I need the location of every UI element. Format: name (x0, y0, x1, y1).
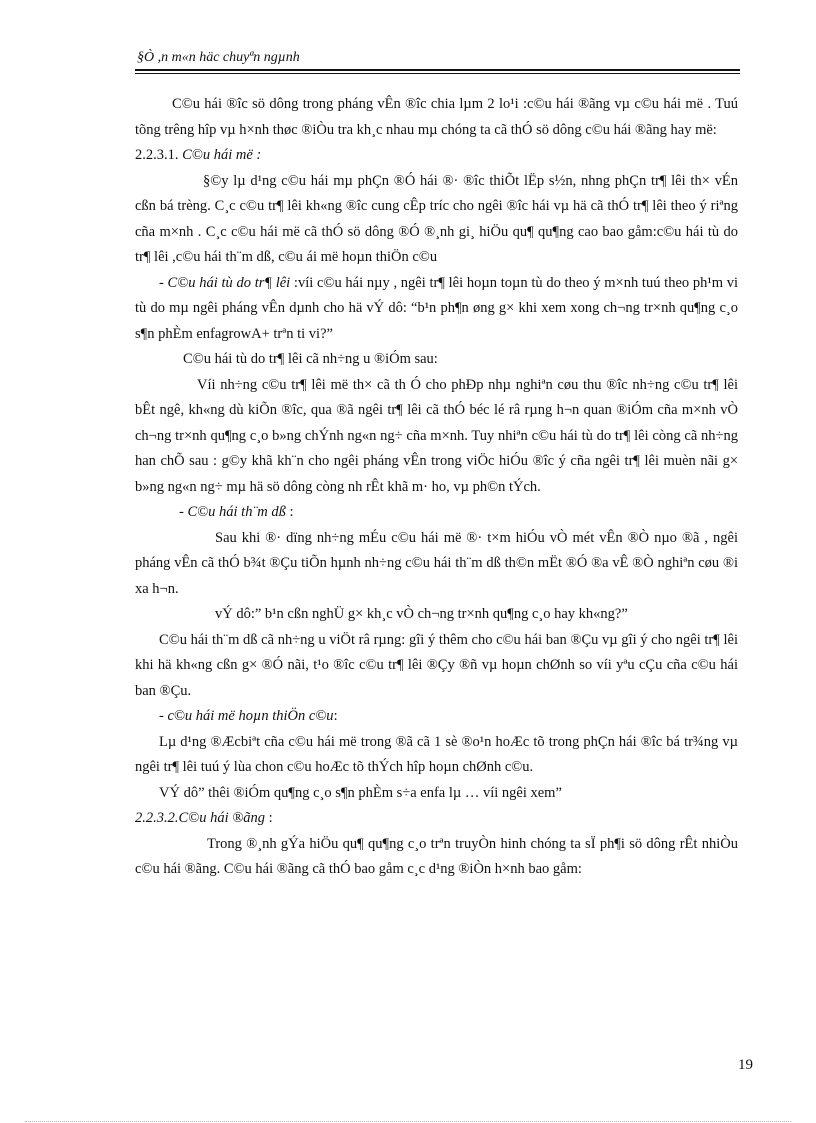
subheading-sentence-completion-title: - c©u hái më hoµn thiÖn c©u (159, 708, 334, 724)
section-heading-2-2-3-1 (135, 143, 738, 169)
header-title: §Ò ,n m«n häc chuyªn ngµnh (137, 50, 300, 65)
footer-divider (25, 1121, 791, 1122)
subheading-free-answer: - C©u hái tù do tr¶ lêi (159, 274, 291, 291)
paragraph-intro: C©u hái ®îc sö dông trong pháng vÊn ®îc chia lµm 2 lo¹i :c©u hái ®ãng vµ c©u hái më . Tuú tõng trêng hîp vµ h×nh thøc ®iÒu tra kh¸c nhau mµ chóng ta cã thÓ sö dông c©u hái ®ãng hay më: (135, 96, 738, 138)
paragraph-closed-questions: Trong ®¸nh gÝa hiÖu qu¶ qu¶ng c¸o trªn truyÒn hinh chóng ta sÏ ph¶i sö dông rÊt nhiÒu c©u hái ®ãng. C©u hái ®ãng cã thÓ bao gåm c¸c d¹ng ®iÒn h×nh bao gåm: (135, 835, 738, 877)
paragraph-free-answer-details: Víi nh÷ng c©u tr¶ lêi më th× cã th Ó cho phÐp nhµ nghiªn cøu thu ®îc nh÷ng c©u tr¶ lêi bÊt ngê, kh«ng dù kiÕn ®îc, qua ®ã ngêi tr¶ lêi cã thÓ béc lé râ rµng h¬n quan ®iÓm cña m×nh vÒ ch¬ng tr×nh qu¶ng c¸o b»ng chÝnh ng«n ng÷ cña m×nh. Tuy nhiªn c©u hái tù do tr¶ lêi còng cã nh÷ng han chÕ sau : g©y khã kh¨n cho ngêi pháng vÊn trong viÖc hiÓu ®îc ý cña ngêi tr¶ lêi muèn nãi g× b»ng ng«n ng÷ mµ hä sö dông còng nh rÊt khã m· ho, vµ ph©n tÝch. (135, 376, 738, 495)
page-header (135, 50, 740, 66)
free-answer-text: :víi c©u hái nµy , ngêi tr¶ lêi hoµn toµn tù do theo ý m×nh tuú theo ph¹m vi tù do mµ ngêi pháng vÊn dµnh cho hä vÝ dô: “b¹n ph¶n øng g× khi xem xong ch¬ng tr×nh qu¶ng c¸o s¶n phÈm enfagrowA+ trªn ti vi?” (135, 274, 738, 342)
paragraph-probing-example: vÝ dô:” b¹n cßn nghÜ g× kh¸c vÒ ch¬ng tr×nh qu¶ng c¸o hay kh«ng?” (215, 606, 628, 622)
paragraph-probing: Sau khi ®· dïng nh÷ng mÉu c©u hái më ®· t×m hiÓu vÒ mét vÊn ®Ò nµo ®ã , ngêi pháng vÊn cã thÓ b¾t ®Çu tiÕn hµnh nh÷ng c©u hái th¨m dß th©n mËt ®Ó ®a vÊ ®Ò nghiªn cøu ®i xa h¬n. (135, 529, 738, 597)
section-title: C©u hái më : (182, 147, 262, 163)
body-text (135, 92, 738, 883)
subheading-probing-title: - C©u hái th¨m dß (179, 504, 286, 520)
subheading-sentence-completion-colon: : (333, 708, 338, 724)
subheading-probing-colon: : (285, 504, 294, 520)
subheading-sentence-completion (135, 704, 738, 730)
paragraph-probing-advantages: C©u hái th¨m dß cã nh÷ng u viÖt râ rµng: gîi ý thêm cho c©u hái ban ®Çu vµ gîi ý cho ngêi tr¶ lêi khi hä kh«ng cßn g× ®Ó nãi, t¹o ®îc c©u tr¶ lêi ®Çy ®ñ vµ hoµn chØnh so víi yªu cÇu cña c©u hái ban ®Çu. (135, 631, 738, 699)
section-heading-2-2-3-2-title: 2.2.3.2.C©u hái ®ãng (135, 810, 265, 826)
section-number: 2.2.3.1. (135, 147, 183, 163)
paragraph-open-question-definition: §©y lµ d¹ng c©u hái mµ phÇn ®Ó hái ®· ®îc thiÕt lËp s½n, nhng phÇn tr¶ lêi th× vÉn cßn bá trèng. C¸c c©u tr¶ lêi kh«ng ®îc cung cÊp tríc cho ngêi ®îc hái vµ hä cã thÓ tr¶ lêi theo ý riªng cña m×nh . C¸c c©u hái më cã thÓ sö dông ®Ó ®¸nh gi¸ hiÖu qu¶ qu¶ng cao bao gåm:c©u hái tù do tr¶ lêi ,c©u hái th¨m dß, c©u ái më hoµn thiÖn c©u (135, 172, 738, 265)
paragraph-free-answer-advantages: C©u hái tù do tr¶ lêi cã nh÷ng u ®iÓm sau: (183, 351, 438, 367)
paragraph-sentence-completion: Lµ d¹ng ®Æcbiªt cña c©u hái më trong ®ã cã 1 sè ®o¹n hoÆc tõ trong phÇn hái ®îc bá tr¾ng vµ ngêi tr¶ lêi tuú ý lùa chon c©u hoÆc tõ thÝch hîp hoµn chØnh c©u. (135, 733, 738, 775)
section-heading-2-2-3-2 (135, 806, 738, 832)
page-number: 19 (738, 1057, 753, 1073)
section-heading-2-2-3-2-colon: : (264, 810, 273, 826)
header-rule-thin (135, 73, 740, 74)
header-rule-thick (135, 69, 740, 71)
paragraph-free-answer (135, 271, 738, 348)
paragraph-sentence-completion-example: VÝ dô” thêi ®iÓm qu¶ng c¸o s¶n phÈm s÷a enfa lµ … víi ngêi xem” (159, 784, 562, 801)
subheading-probing (135, 500, 738, 526)
